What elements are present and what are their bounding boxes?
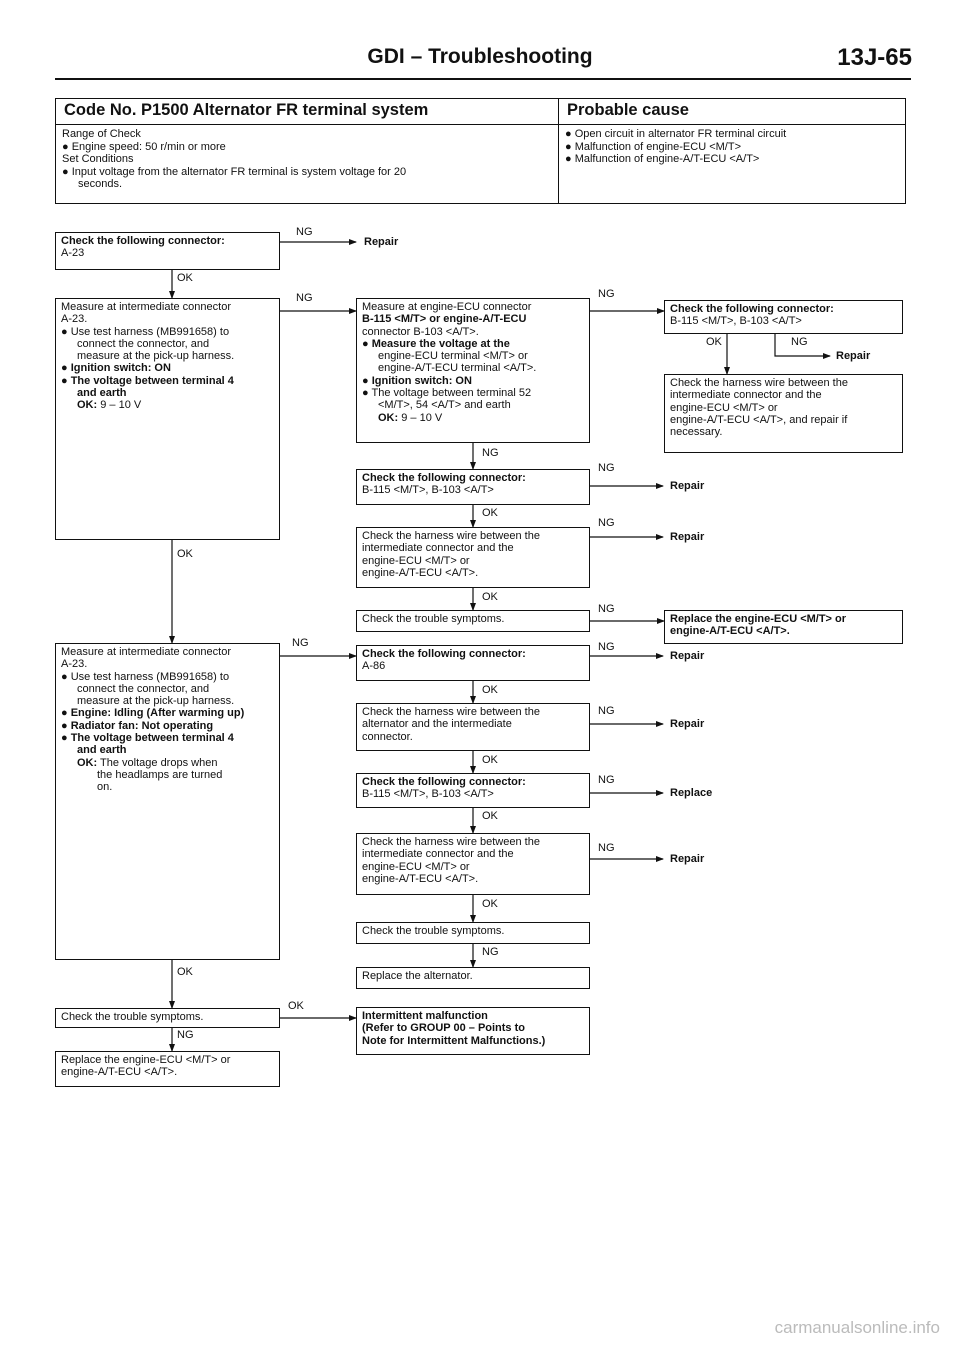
repair-result: Repair [670, 531, 705, 543]
ng-label: NG [292, 637, 309, 649]
set-label: Set Conditions [62, 153, 134, 165]
check-harness-ecu-lower-box: Check the harness wire between the intermediate connector and the engine-ECU <M/T> or engine-A/T-ECU <A/T>. [356, 833, 590, 895]
ng-label: NG [482, 447, 499, 459]
cause-item: ● Malfunction of engine-A/T-ECU <A/T> [565, 153, 760, 165]
ng-label: NG [598, 603, 615, 615]
cause-header: Probable cause [559, 99, 905, 125]
check-connector-b115-lower-box: Check the following connector: B-115 <M/T>, B-103 <A/T> [356, 773, 590, 808]
measure-a23-idle-box: Measure at intermediate connector A-23. ● Use test harness (MB991658) to connect the connector, and measure at the pick-up harness. ● Engine: Idling (After warming up) ● Radiator fan: Not operating ● The voltage between terminal 4 and earth OK: The voltage drops when the headlamps are turned on. [55, 643, 280, 960]
ng-label: NG [791, 336, 808, 348]
set-item-cont: seconds. [78, 178, 123, 190]
ok-label: OK [482, 684, 498, 696]
ok-label: OK [177, 966, 193, 978]
page-number: 13J-65 [837, 44, 912, 71]
check-harness-alternator-box: Check the harness wire between the alternator and the intermediate connector. [356, 703, 590, 751]
replace-ecu-lower-box: Replace the engine-ECU <M/T> or engine-A/T-ECU <A/T>. [55, 1051, 280, 1087]
check-connector-b115-top-box: Check the following connector: B-115 <M/T>, B-103 <A/T> [664, 300, 903, 334]
ok-label: OK [482, 507, 498, 519]
ng-label: NG [598, 842, 615, 854]
ng-label: NG [482, 946, 499, 958]
repair-result: Repair [670, 480, 705, 492]
ng-label: NG [598, 462, 615, 474]
check-connector-b115-box: Check the following connector: B-115 <M/T>, B-103 <A/T> [356, 469, 590, 505]
ok-label: OK [177, 272, 193, 284]
repair-result: Repair [364, 236, 399, 248]
code-header: Code No. P1500 Alternator FR terminal system [56, 99, 558, 125]
intermittent-malfunction-box: Intermittent malfunction (Refer to GROUP 00 – Points to Note for Intermittent Malfunctions.) [356, 1007, 590, 1055]
ng-label: NG [598, 517, 615, 529]
cause-item: ● Open circuit in alternator FR terminal circuit [565, 128, 787, 140]
ok-label: OK [482, 898, 498, 910]
repair-result: Repair [836, 350, 871, 362]
repair-result: Repair [670, 853, 705, 865]
measure-ecu-connector-box: Measure at engine-ECU connector B-115 <M/T> or engine-A/T-ECU connector B-103 <A/T>. ● Measure the voltage at the engine-ECU terminal <M/T> or engine-A/T-ECU terminal <A/T>. ● Ignition switch: ON ● The voltage between terminal 52 <M/T>, 54 <A/T> and earth OK: 9 – 10 V [356, 298, 590, 443]
check-trouble-symptoms-box: Check the trouble symptoms. [356, 610, 590, 632]
replace-result: Replace [670, 787, 713, 799]
ok-label: OK [288, 1000, 304, 1012]
ok-label: OK [482, 810, 498, 822]
ng-label: NG [598, 288, 615, 300]
ng-label: NG [598, 641, 615, 653]
ng-label: NG [177, 1029, 194, 1041]
repair-result: Repair [670, 650, 705, 662]
ok-label: OK [482, 591, 498, 603]
ok-label: OK [706, 336, 722, 348]
check-trouble-symptoms-lower-box: Check the trouble symptoms. [356, 922, 590, 944]
check-connector-a23-box: Check the following connector: A-23 [55, 232, 280, 270]
check-trouble-symptoms-left-box: Check the trouble symptoms. [55, 1008, 280, 1028]
set-item: ● Input voltage from the alternator FR terminal is system voltage for 20 [62, 165, 407, 178]
ng-label: NG [296, 292, 313, 304]
check-harness-repair-box: Check the harness wire between the intermediate connector and the engine-ECU <M/T> or engine-A/T-ECU <A/T>, and repair if necessary. [664, 374, 903, 453]
page-title: GDI – Troubleshooting [367, 45, 593, 68]
ng-label: NG [598, 705, 615, 717]
ok-label: OK [177, 548, 193, 560]
ng-label: NG [598, 774, 615, 786]
ng-label: NG [296, 226, 313, 238]
range-item: ● Engine speed: 50 r/min or more [62, 140, 226, 153]
repair-result: Repair [670, 718, 705, 730]
watermark: carmanualsonline.info [774, 1318, 940, 1337]
cause-item: ● Malfunction of engine-ECU <M/T> [565, 140, 742, 153]
range-label: Range of Check [62, 128, 141, 140]
check-connector-a86-box: Check the following connector: A-86 [356, 645, 590, 681]
measure-a23-ign-box: Measure at intermediate connector A-23. ● Use test harness (MB991658) to connect the connector, and measure at the pick-up harness. ● Ignition switch: ON ● The voltage between terminal 4 and earth OK: 9 – 10 V [55, 298, 280, 540]
ok-label: OK [482, 754, 498, 766]
replace-alternator-box: Replace the alternator. [356, 967, 590, 989]
check-harness-ecu-box: Check the harness wire between the intermediate connector and the engine-ECU <M/T> or engine-A/T-ECU <A/T>. [356, 527, 590, 588]
replace-ecu-box: Replace the engine-ECU <M/T> or engine-A/T-ECU <A/T>. [664, 610, 903, 644]
